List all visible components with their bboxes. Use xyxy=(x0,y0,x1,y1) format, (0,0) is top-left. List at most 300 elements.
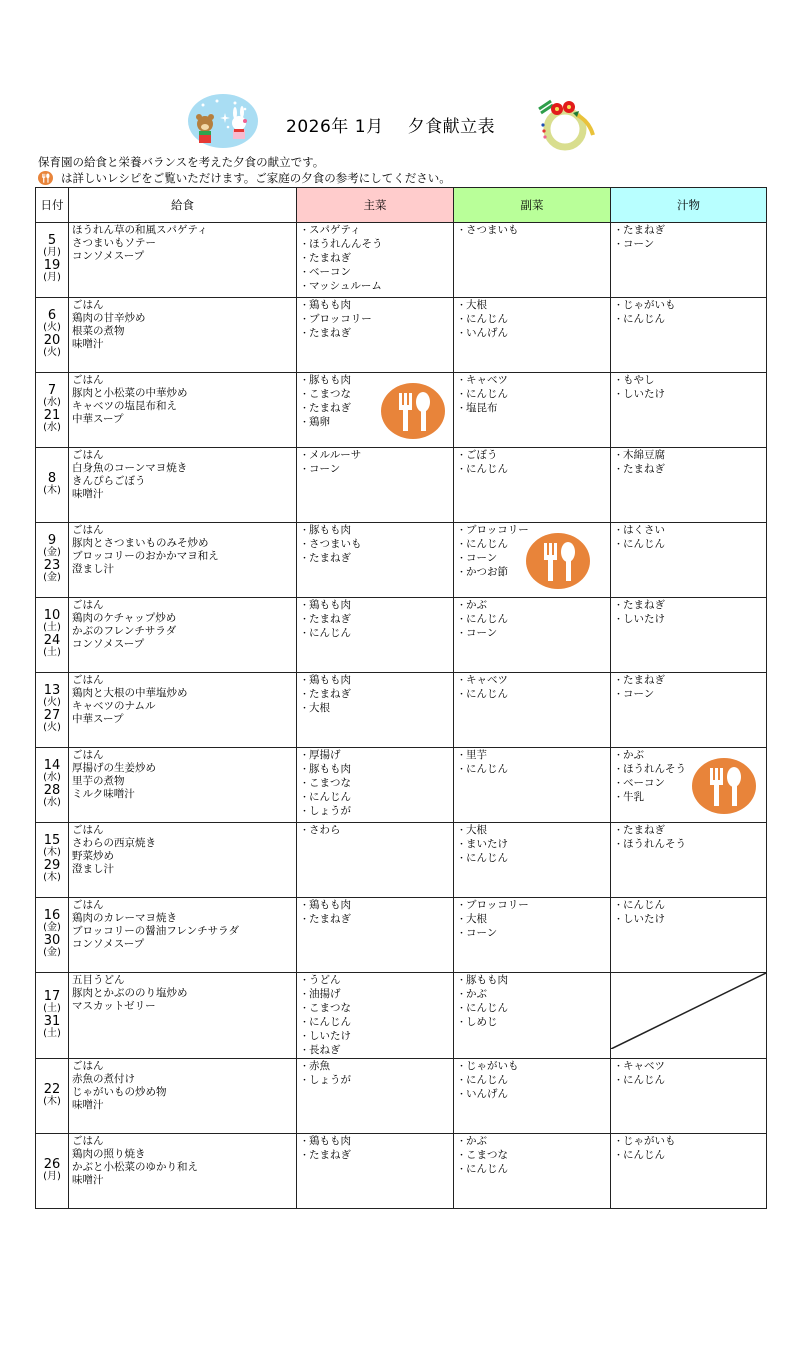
fukusai-cell-content xyxy=(454,823,610,897)
fukusai-list xyxy=(457,224,608,238)
ingredient-item: ・ にんじん xyxy=(614,1074,764,1088)
ingredient-item: ・ 塩昆布 xyxy=(457,402,608,416)
dish-item: 根菜の煮物 xyxy=(72,325,125,337)
ingredient-item: ・ にんじん xyxy=(457,538,608,552)
ingredient-item: ・ にんじん xyxy=(614,899,764,913)
ingredient-item: ・ にんじん xyxy=(457,313,608,327)
dish-item: 野菜炒め xyxy=(72,850,114,862)
shirumono-cell-content xyxy=(611,673,766,747)
table-row xyxy=(36,973,767,1059)
ingredient-item: ・ かぶ xyxy=(614,749,764,763)
dish-item: 厚揚げの生姜炒め xyxy=(72,762,156,774)
dish-item: 鶏肉のケチャップ炒め xyxy=(72,612,177,624)
shirumono-cell xyxy=(611,598,767,673)
shirumono-cell xyxy=(611,673,767,748)
ingredient-item: ・ コーン xyxy=(300,463,451,477)
kyushoku-cell-content xyxy=(69,298,296,372)
shusai-cell xyxy=(297,373,454,448)
page-header xyxy=(0,90,800,152)
kyushoku-cell xyxy=(69,1059,297,1134)
fukusai-cell-content xyxy=(454,898,610,972)
kyushoku-cell-content xyxy=(69,748,296,822)
ingredient-item: ・ たまねぎ xyxy=(300,327,451,341)
fukusai-cell xyxy=(454,823,611,898)
shusai-list xyxy=(300,1135,451,1163)
kyushoku-list xyxy=(72,899,294,951)
shirumono-cell xyxy=(611,823,767,898)
fukusai-cell xyxy=(454,298,611,373)
fukusai-cell-content xyxy=(454,1059,610,1133)
date-day: 20 xyxy=(43,333,61,348)
shirumono-cell xyxy=(611,523,767,598)
fukusai-list xyxy=(457,1135,608,1177)
ingredient-item: ・ キャベツ xyxy=(457,674,608,688)
date-weekday: (月) xyxy=(43,272,61,283)
kyushoku-cell-content xyxy=(69,523,296,597)
shusai-cell-content xyxy=(297,448,453,522)
fukusai-cell xyxy=(454,973,611,1059)
shirumono-cell-empty xyxy=(611,973,767,1059)
dish-item: 味噌汁 xyxy=(72,1099,104,1111)
kyushoku-cell xyxy=(69,673,297,748)
ingredient-item: ・ ほうれんそう xyxy=(614,763,764,777)
kyushoku-cell-content xyxy=(69,598,296,672)
recipe-fork-spoon-icon[interactable] xyxy=(692,758,756,814)
ingredient-item: ・ 鶏卵 xyxy=(300,416,451,430)
shirumono-list xyxy=(614,674,764,702)
shusai-list xyxy=(300,449,451,477)
kyushoku-cell-content xyxy=(69,823,296,897)
table-row xyxy=(36,523,767,598)
date-weekday: (木) xyxy=(43,847,61,858)
ingredient-item: ・ 里芋 xyxy=(457,749,608,763)
dish-item: かぶのフレンチサラダ xyxy=(72,625,177,637)
date-weekday: (金) xyxy=(43,922,61,933)
shusai-list xyxy=(300,299,451,341)
date-day: 28 xyxy=(43,783,61,798)
dish-item: さつまいもソテー xyxy=(72,237,156,249)
kyushoku-cell xyxy=(69,823,297,898)
shusai-cell-content xyxy=(297,1134,453,1208)
dish-item: 鶏肉のカレーマヨ焼き xyxy=(72,912,177,924)
shusai-list xyxy=(300,599,451,641)
fukusai-cell xyxy=(454,1059,611,1134)
date-weekday: (金) xyxy=(43,572,61,583)
shusai-list xyxy=(300,1060,451,1088)
ingredient-item: ・ にんじん xyxy=(457,763,608,777)
fukusai-cell-content xyxy=(454,748,610,822)
fukusai-list xyxy=(457,674,608,702)
ingredient-item: ・ たまねぎ xyxy=(300,252,451,266)
dish-item: キャベツのナムル xyxy=(72,700,156,712)
fukusai-cell xyxy=(454,748,611,823)
kyushoku-cell-content xyxy=(69,1059,296,1133)
date-weekday: (土) xyxy=(43,1002,61,1014)
fukusai-list xyxy=(457,599,608,641)
ingredient-item: ・ にんじん xyxy=(614,1149,764,1163)
dish-item: 豚肉とかぶののり塩炒め xyxy=(72,987,188,999)
shusai-cell xyxy=(297,298,454,373)
shusai-cell-content xyxy=(297,748,453,822)
kyushoku-list xyxy=(72,224,294,263)
date-day: 27 xyxy=(43,708,61,723)
shirumono-cell xyxy=(611,223,767,298)
shusai-cell xyxy=(297,673,454,748)
shirumono-cell xyxy=(611,898,767,973)
date-day: 14 xyxy=(43,758,61,773)
dish-item: コンソメスープ xyxy=(72,250,145,262)
intro-line-2 xyxy=(38,170,451,186)
ingredient-item: ・ キャベツ xyxy=(457,374,608,388)
dish-item: ブロッコリーのおかかマヨ和え xyxy=(72,550,219,562)
dish-item: 鶏肉と大根の中華塩炒め xyxy=(72,687,188,699)
date-cell xyxy=(36,898,69,973)
kyushoku-cell-content xyxy=(69,898,296,972)
ingredient-item: ・ コーン xyxy=(457,627,608,641)
new-year-wreath-illustration xyxy=(533,95,597,151)
ingredient-item: ・ 赤魚 xyxy=(300,1060,451,1074)
ingredient-item: ・ はくさい xyxy=(614,524,764,538)
intro-text xyxy=(38,154,451,186)
fukusai-list xyxy=(457,1060,608,1102)
ingredient-item: ・ 大根 xyxy=(457,299,608,313)
ingredient-item: ・ にんじん xyxy=(300,791,451,805)
date-cell xyxy=(36,823,69,898)
table-row xyxy=(36,373,767,448)
date-day: 10 xyxy=(43,608,61,623)
dish-item: 味噌汁 xyxy=(72,338,104,350)
date-cell xyxy=(36,973,69,1059)
date-day: 29 xyxy=(43,858,61,873)
kyushoku-cell xyxy=(69,523,297,598)
shirumono-list xyxy=(614,1135,764,1163)
fukusai-cell-content xyxy=(454,448,610,522)
table-row xyxy=(36,223,767,298)
dish-item: 里芋の煮物 xyxy=(72,775,125,787)
header-date: 日付 xyxy=(36,188,69,223)
ingredient-item: ・ 豚もも肉 xyxy=(300,374,451,388)
date-day: 19 xyxy=(43,258,61,273)
ingredient-item: ・ もやし xyxy=(614,374,764,388)
dish-item: ごはん xyxy=(72,749,104,761)
shusai-cell xyxy=(297,748,454,823)
date-weekday: (月) xyxy=(43,247,61,258)
table-header-row xyxy=(36,188,767,223)
kyushoku-cell xyxy=(69,898,297,973)
ingredient-item: ・ たまねぎ xyxy=(300,613,451,627)
shusai-list xyxy=(300,749,451,819)
date-cell xyxy=(36,1134,69,1209)
kyushoku-list xyxy=(72,674,294,726)
date-day: 13 xyxy=(43,683,61,698)
shusai-cell xyxy=(297,223,454,298)
ingredient-item: ・ 鶏もも肉 xyxy=(300,299,451,313)
date-day: 16 xyxy=(43,908,61,923)
shusai-list xyxy=(300,224,451,294)
header-shirumono: 汁物 xyxy=(611,188,767,223)
ingredient-item: ・ かつお節 xyxy=(457,566,608,580)
date-cell xyxy=(36,523,69,598)
kyushoku-list xyxy=(72,1060,294,1112)
dish-item: ごはん xyxy=(72,299,104,311)
date-weekday: (金) xyxy=(43,947,61,958)
shusai-cell-content xyxy=(297,1059,453,1133)
intro-line-2-text: は詳しいレシピをご覧いただけます。ご家庭の夕食の参考にしてください。 xyxy=(61,171,451,185)
shirumono-cell-content xyxy=(611,298,766,372)
ingredient-item: ・ にんじん xyxy=(457,1163,608,1177)
recipe-fork-spoon-icon[interactable] xyxy=(526,533,590,589)
dish-item: ごはん xyxy=(72,824,104,836)
ingredient-item: ・ かぶ xyxy=(457,599,608,613)
kyushoku-cell-content xyxy=(69,673,296,747)
ingredient-item: ・ キャベツ xyxy=(614,1060,764,1074)
ingredient-item: ・ にんじん xyxy=(300,1016,451,1030)
ingredient-item: ・ 豚もも肉 xyxy=(457,974,608,988)
ingredient-item: ・ しいたけ xyxy=(614,913,764,927)
header-fukusai: 副菜 xyxy=(454,188,611,223)
fukusai-cell-content xyxy=(454,523,610,597)
ingredient-item: ・ じゃがいも xyxy=(457,1060,608,1074)
ingredient-item: ・ さわら xyxy=(300,824,451,838)
ingredient-item: ・ ベーコン xyxy=(614,777,764,791)
shusai-cell-content xyxy=(297,673,453,747)
dish-item: 味噌汁 xyxy=(72,1174,104,1186)
shusai-cell xyxy=(297,1059,454,1134)
ingredient-item: ・ 大根 xyxy=(457,824,608,838)
dish-item: 中華スープ xyxy=(72,413,124,425)
date-weekday: (土) xyxy=(43,647,61,658)
ingredient-item: ・ じゃがいも xyxy=(614,1135,764,1149)
ingredient-item: ・ にんじん xyxy=(457,388,608,402)
ingredient-item: ・ しいたけ xyxy=(300,1030,451,1044)
shirumono-cell-content xyxy=(611,223,766,297)
kyushoku-list xyxy=(72,524,294,576)
date-day: 15 xyxy=(43,833,61,848)
kyushoku-cell xyxy=(69,973,297,1059)
shusai-cell-content xyxy=(297,823,453,897)
shusai-cell xyxy=(297,448,454,523)
fukusai-cell xyxy=(454,223,611,298)
shusai-cell xyxy=(297,598,454,673)
ingredient-item: ・ 豚もも肉 xyxy=(300,763,451,777)
ingredient-item: ・ たまねぎ xyxy=(614,224,764,238)
date-day: 24 xyxy=(43,633,61,648)
shirumono-list xyxy=(614,224,764,252)
ingredient-item: ・ しょうが xyxy=(300,1074,451,1088)
ingredient-item: ・ かぶ xyxy=(457,988,608,1002)
fukusai-list xyxy=(457,299,608,341)
shusai-cell xyxy=(297,1134,454,1209)
shirumono-cell-content xyxy=(611,523,766,597)
shirumono-cell xyxy=(611,373,767,448)
ingredient-item: ・ にんじん xyxy=(457,1002,608,1016)
dish-item: 味噌汁 xyxy=(72,488,104,500)
table-row xyxy=(36,1059,767,1134)
shirumono-list xyxy=(614,824,764,852)
table-row xyxy=(36,748,767,823)
date-weekday: (水) xyxy=(43,422,61,433)
fork-spoon-icon xyxy=(38,171,53,185)
ingredient-item: ・ 鶏もも肉 xyxy=(300,899,451,913)
ingredient-item: ・ ベーコン xyxy=(300,266,451,280)
kyushoku-cell xyxy=(69,598,297,673)
shirumono-list xyxy=(614,374,764,402)
ingredient-item: ・ こまつな xyxy=(300,777,451,791)
ingredient-item: ・ ごぼう xyxy=(457,449,608,463)
ingredient-item: ・ ほうれんそう xyxy=(614,838,764,852)
recipe-fork-spoon-icon[interactable] xyxy=(381,383,445,439)
date-day: 8 xyxy=(47,470,57,486)
winter-bear-rabbit-illustration xyxy=(187,93,259,149)
shirumono-list xyxy=(614,899,764,927)
ingredient-item: ・ 大根 xyxy=(300,702,451,716)
dinner-menu-table xyxy=(35,187,767,1209)
dish-item: 豚肉と小松菜の中華炒め xyxy=(72,387,188,399)
ingredient-item: ・ 鶏もも肉 xyxy=(300,674,451,688)
shirumono-cell-content xyxy=(611,373,766,447)
dish-item: ごはん xyxy=(72,524,104,536)
dish-item: 白身魚のコーンマヨ焼き xyxy=(72,462,188,474)
ingredient-item: ・ にんじん xyxy=(614,313,764,327)
shusai-list xyxy=(300,899,451,927)
date-cell xyxy=(36,598,69,673)
shusai-cell-content xyxy=(297,598,453,672)
ingredient-item: ・ ブロッコリー xyxy=(457,524,608,538)
ingredient-item: ・ じゃがいも xyxy=(614,299,764,313)
dish-item: ごはん xyxy=(72,899,104,911)
date-weekday: (木) xyxy=(43,484,61,496)
fukusai-list xyxy=(457,899,608,941)
dish-item: ミルク味噌汁 xyxy=(72,788,135,800)
shirumono-list xyxy=(614,1060,764,1088)
fukusai-cell-content xyxy=(454,373,610,447)
fukusai-cell-content xyxy=(454,973,610,1058)
table-row xyxy=(36,298,767,373)
ingredient-item: ・ こまつな xyxy=(300,388,451,402)
ingredient-item: ・ たまねぎ xyxy=(614,463,764,477)
ingredient-item: ・ コーン xyxy=(457,552,608,566)
shirumono-cell-content xyxy=(611,598,766,672)
kyushoku-list xyxy=(72,299,294,351)
shusai-cell-content xyxy=(297,373,453,447)
header-shusai: 主菜 xyxy=(297,188,454,223)
kyushoku-cell xyxy=(69,448,297,523)
ingredient-item: ・ しいたけ xyxy=(614,613,764,627)
shusai-cell-content xyxy=(297,298,453,372)
kyushoku-list xyxy=(72,374,294,426)
date-day: 6 xyxy=(47,308,57,323)
shirumono-cell xyxy=(611,448,767,523)
shirumono-list xyxy=(614,449,764,477)
ingredient-item: ・ にんじん xyxy=(457,463,608,477)
ingredient-item: ・ たまねぎ xyxy=(614,599,764,613)
ingredient-item: ・ にんじん xyxy=(300,627,451,641)
dish-item: コンソメスープ xyxy=(72,938,145,950)
date-weekday: (金) xyxy=(43,547,61,558)
ingredient-item: ・ メルルーサ xyxy=(300,449,451,463)
kyushoku-cell xyxy=(69,748,297,823)
table-row xyxy=(36,598,767,673)
shirumono-cell xyxy=(611,748,767,823)
ingredient-item: ・ 豚もも肉 xyxy=(300,524,451,538)
fukusai-list xyxy=(457,374,608,416)
ingredient-item: ・ 牛乳 xyxy=(614,791,764,805)
ingredient-item: ・ たまねぎ xyxy=(300,1149,451,1163)
ingredient-item: ・ たまねぎ xyxy=(300,552,451,566)
table-row xyxy=(36,448,767,523)
shirumono-cell-content xyxy=(611,1059,766,1133)
ingredient-item: ・ コーン xyxy=(614,688,764,702)
ingredient-item: ・ さつまいも xyxy=(457,224,608,238)
ingredient-item: ・ にんじん xyxy=(457,852,608,866)
date-day: 26 xyxy=(43,1156,61,1172)
dish-item: かぶと小松菜のゆかり和え xyxy=(72,1161,198,1173)
shirumono-list xyxy=(614,524,764,552)
dish-item: 鶏肉の甘辛炒め xyxy=(72,312,146,324)
date-weekday: (土) xyxy=(43,1027,61,1039)
shusai-cell xyxy=(297,973,454,1059)
dish-item: さわらの西京焼き xyxy=(72,837,156,849)
kyushoku-list xyxy=(72,599,294,651)
ingredient-item: ・ しょうが xyxy=(300,805,451,819)
date-weekday: (木) xyxy=(43,1095,61,1107)
ingredient-item: ・ にんじん xyxy=(457,688,608,702)
diagonal-strike-line xyxy=(611,973,766,1049)
date-day: 21 xyxy=(43,408,61,423)
date-cell xyxy=(36,373,69,448)
ingredient-item: ・ コーン xyxy=(457,927,608,941)
ingredient-item: ・ たまねぎ xyxy=(614,674,764,688)
fukusai-cell-content xyxy=(454,223,610,297)
fukusai-cell xyxy=(454,523,611,598)
dish-item: 豚肉とさつまいものみそ炒め xyxy=(72,537,209,549)
ingredient-item: ・ ほうれんんそう xyxy=(300,238,451,252)
kyushoku-cell-content xyxy=(69,373,296,447)
kyushoku-cell xyxy=(69,373,297,448)
ingredient-item: ・ うどん xyxy=(300,974,451,988)
shusai-cell-content xyxy=(297,898,453,972)
shirumono-list xyxy=(614,299,764,327)
dish-item: ごはん xyxy=(72,449,104,461)
kyushoku-list xyxy=(72,974,294,1013)
fukusai-cell-content xyxy=(454,598,610,672)
ingredient-item: ・ スパゲティ xyxy=(300,224,451,238)
ingredient-item: ・ しいたけ xyxy=(614,388,764,402)
date-cell xyxy=(36,748,69,823)
ingredient-item: ・ たまねぎ xyxy=(300,402,451,416)
shusai-cell xyxy=(297,823,454,898)
ingredient-item: ・ たまねぎ xyxy=(614,824,764,838)
date-weekday: (水) xyxy=(43,797,61,808)
date-day: 9 xyxy=(47,533,57,548)
fukusai-list xyxy=(457,449,608,477)
dish-item: マスカットゼリー xyxy=(72,1000,156,1012)
date-day: 22 xyxy=(43,1081,61,1097)
table-row xyxy=(36,673,767,748)
dish-item: 鶏肉の照り焼き xyxy=(72,1148,146,1160)
date-day: 17 xyxy=(43,988,61,1004)
dish-item: ごはん xyxy=(72,374,104,386)
ingredient-item: ・ かぶ xyxy=(457,1135,608,1149)
date-weekday: (火) xyxy=(43,697,61,708)
ingredient-item: ・ いんげん xyxy=(457,1088,608,1102)
dish-item: ごはん xyxy=(72,599,104,611)
ingredient-item: ・ 鶏もも肉 xyxy=(300,1135,451,1149)
shusai-list xyxy=(300,524,451,566)
date-weekday: (木) xyxy=(43,872,61,883)
ingredient-item: ・ さつまいも xyxy=(300,538,451,552)
dish-item: ごはん xyxy=(72,1135,104,1147)
